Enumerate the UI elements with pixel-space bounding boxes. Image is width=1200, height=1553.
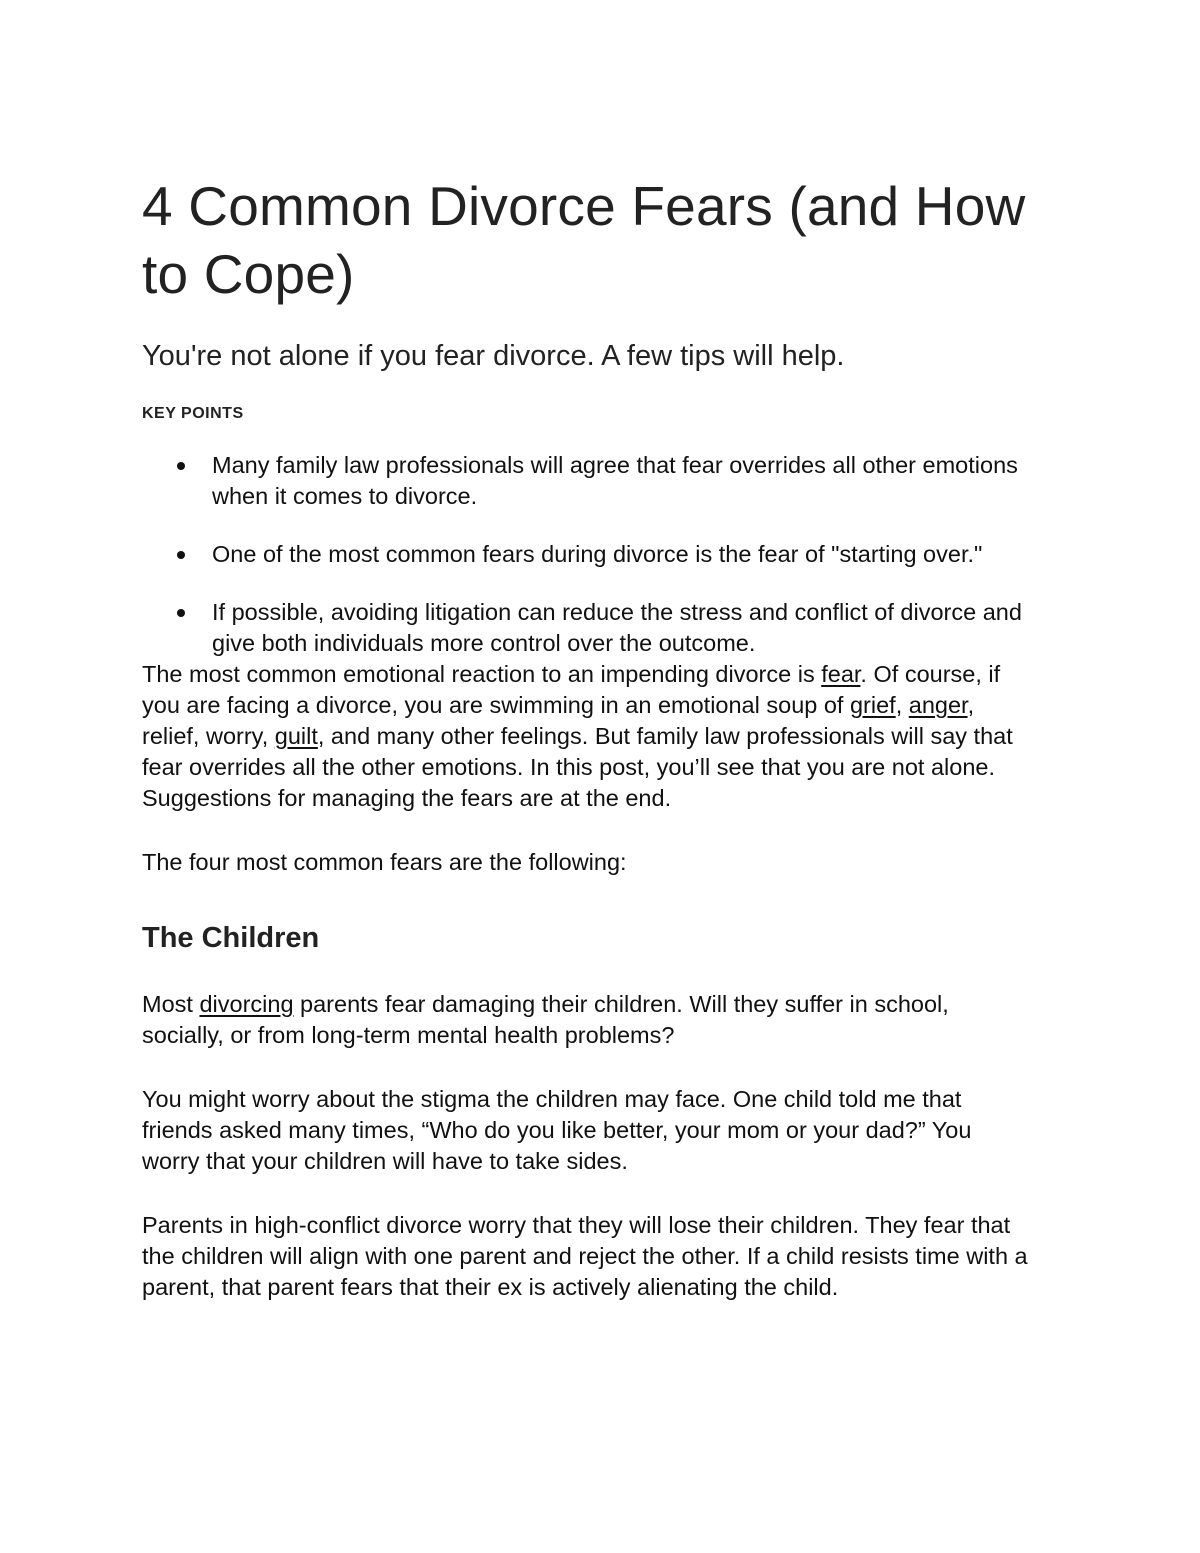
text-span: , relief, worry, xyxy=(142,692,975,749)
article-title: 4 Common Divorce Fears (and How to Cope) xyxy=(142,175,1026,305)
fear-link[interactable]: fear xyxy=(821,661,861,687)
anger-link[interactable]: anger xyxy=(908,692,968,718)
children-paragraph-3: Parents in high-conflict divorce worry that they will lose their children. They fear that the children will align with one parent and reject the other. If a child resists time with a parent, that parent fears that their ex is actively alienating the child. xyxy=(142,1212,1028,1300)
article-subtitle: You're not alone if you fear divorce. A few tips will help. xyxy=(142,340,845,372)
key-points-list xyxy=(142,450,1042,659)
list-item xyxy=(142,539,1042,570)
text-span: , xyxy=(895,692,909,718)
key-point-text: If possible, avoiding litigation can reduce the stress and conflict of divorce and give both individuals more control over the outcome. xyxy=(212,599,1022,656)
guilt-link[interactable]: guilt xyxy=(274,723,318,749)
bullet-icon xyxy=(177,609,185,617)
text-span: parents fear damaging their children. Will they suffer in school, socially, or from long-term mental health problems? xyxy=(142,991,949,1048)
divorcing-link[interactable]: divorcing xyxy=(199,991,294,1017)
bullet-icon xyxy=(177,551,185,559)
grief-link[interactable]: grief xyxy=(849,692,896,718)
bullet-icon xyxy=(177,462,185,470)
article xyxy=(142,172,1042,1303)
children-paragraph-1 xyxy=(142,989,1032,1051)
list-item xyxy=(142,450,1042,512)
key-point-text: Many family law professionals will agree that fear overrides all other emotions when it comes to divorce. xyxy=(212,452,1018,509)
children-paragraph-2: You might worry about the stigma the children may face. One child told me that friends asked many times, “Who do you like better, your mom or your dad?” You worry that your children will have to take sides. xyxy=(142,1086,972,1174)
text-span: Most xyxy=(142,991,200,1017)
list-item xyxy=(142,597,1042,659)
text-span: The most common emotional reaction to an impending divorce is xyxy=(142,661,822,687)
text-span: , and many other feelings. But family law professionals will say that fear overrides all the other emotions. In this post, you’ll see that you are not alone. Suggestions for managing the fears are at the end. xyxy=(142,723,1013,811)
four-fears-intro: The four most common fears are the following: xyxy=(142,849,627,875)
key-point-text: One of the most common fears during divorce is the fear of "starting over." xyxy=(212,541,983,567)
text-span: . Of course, if you are facing a divorce, you are swimming in an emotional soup of xyxy=(142,661,1001,718)
intro-paragraph xyxy=(142,659,1032,814)
section-heading-children: The Children xyxy=(142,922,320,954)
key-points-label: KEY POINTS xyxy=(142,405,244,422)
